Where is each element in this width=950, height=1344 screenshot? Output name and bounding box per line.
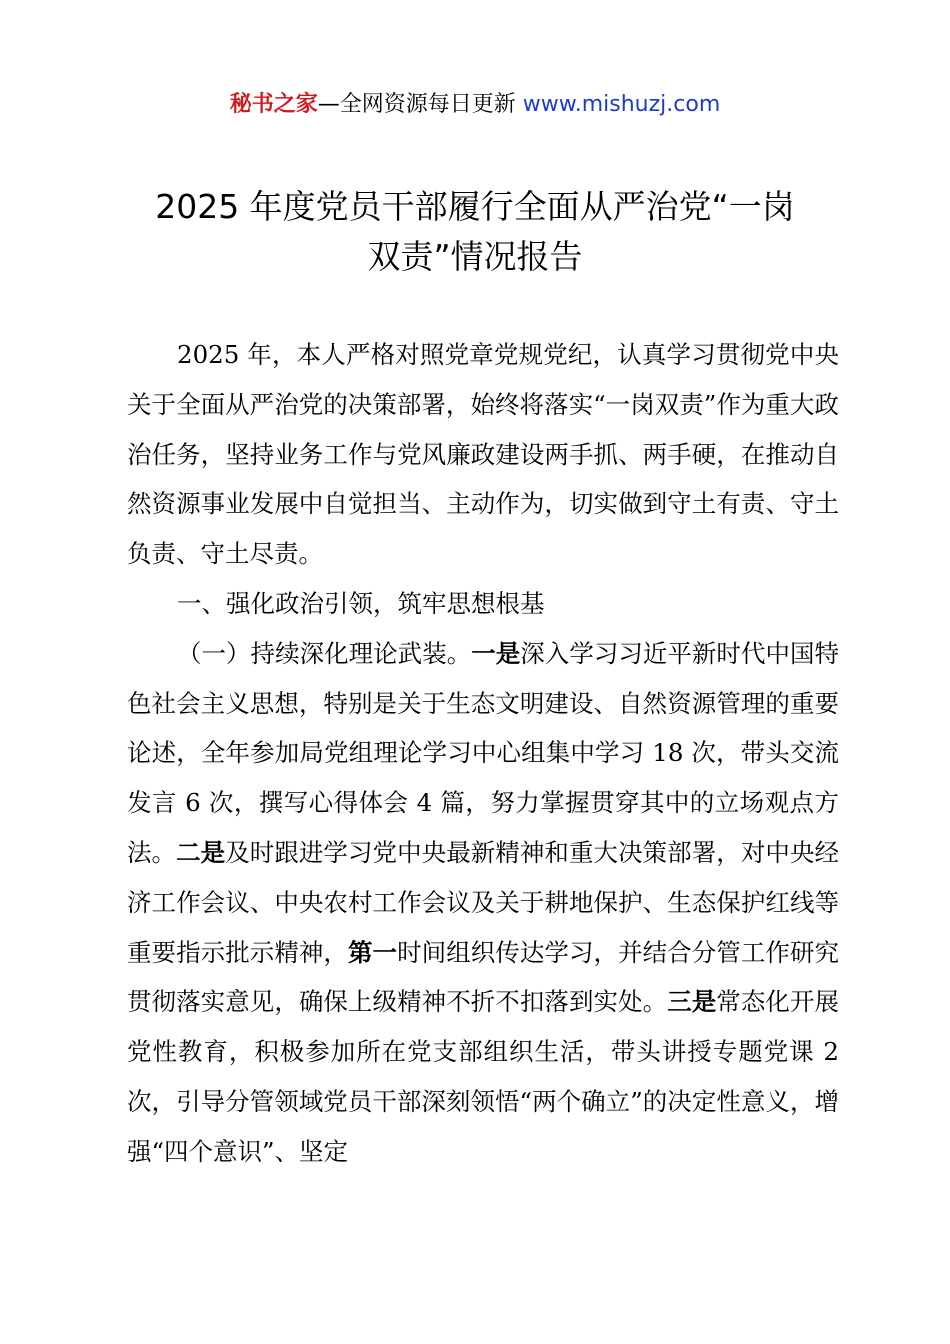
document-body xyxy=(127,330,839,1177)
site-tagline: —全网资源每日更新 xyxy=(317,92,523,117)
document-title-line-2: 双责”情况报告 xyxy=(367,237,583,276)
site-url-link[interactable]: www.mishuzj.com xyxy=(522,92,721,117)
site-banner xyxy=(0,88,950,122)
point-2-text: 及时跟进学习党中央最新精神和重大决策部署，对中央经济工作会议、中央农村工作会议及关于耕地保护、生态保护红线等重要指示批示精神， xyxy=(127,837,840,967)
subsection-1-paragraph xyxy=(127,629,839,1177)
point-3-text: 常态化开展党性教育，积极参加所在党支部组织生活，带头讲授专题党课 2 次，引导分管领域党员干部深刻领悟“两个确立”的决定性意义，增强“四个意识”、坚定 xyxy=(127,987,840,1166)
point-1-text: 深入学习习近平新时代中国特色社会主义思想，特别是关于生态文明建设、自然资源管理的重要论述，全年参加局党组理论学习中心组集中学习 18 次，带头交流发言 6 次，撰写心得体会 4 篇，努力掌握贯穿其中的立场观点方法。 xyxy=(127,638,840,867)
point-1-keyword: 一是 xyxy=(471,638,521,668)
site-brand: 秘书之家 xyxy=(229,92,318,117)
point-3-keyword: 三是 xyxy=(667,987,717,1017)
section-1-heading: 一、强化政治引领，筑牢思想根基 xyxy=(177,588,545,618)
point-2-keyword: 二是 xyxy=(176,837,226,867)
document-title-line-1: 2025 年度党员干部履行全面从严治党“一岗 xyxy=(155,187,795,226)
document-title xyxy=(110,182,840,282)
first-time-keyword: 第一 xyxy=(347,937,398,967)
subsection-1-lead: （一）持续深化理论武装。 xyxy=(177,638,472,668)
intro-paragraph: 2025 年，本人严格对照党章党规党纪，认真学习贯彻党中央关于全面从严治党的决策部署，始终将落实“一岗双责”作为重大政治任务，坚持业务工作与党风廉政建设两手抓、两手硬，在推动自然资源事业发展中自觉担当、主动作为，切实做到守土有责、守土负责、守土尽责。 xyxy=(127,340,839,569)
point-2-text-cont: 时间组织传达学习，并结合分管工作研究贯彻落实意见，确保上级精神不折不扣落到实处。 xyxy=(127,937,840,1017)
